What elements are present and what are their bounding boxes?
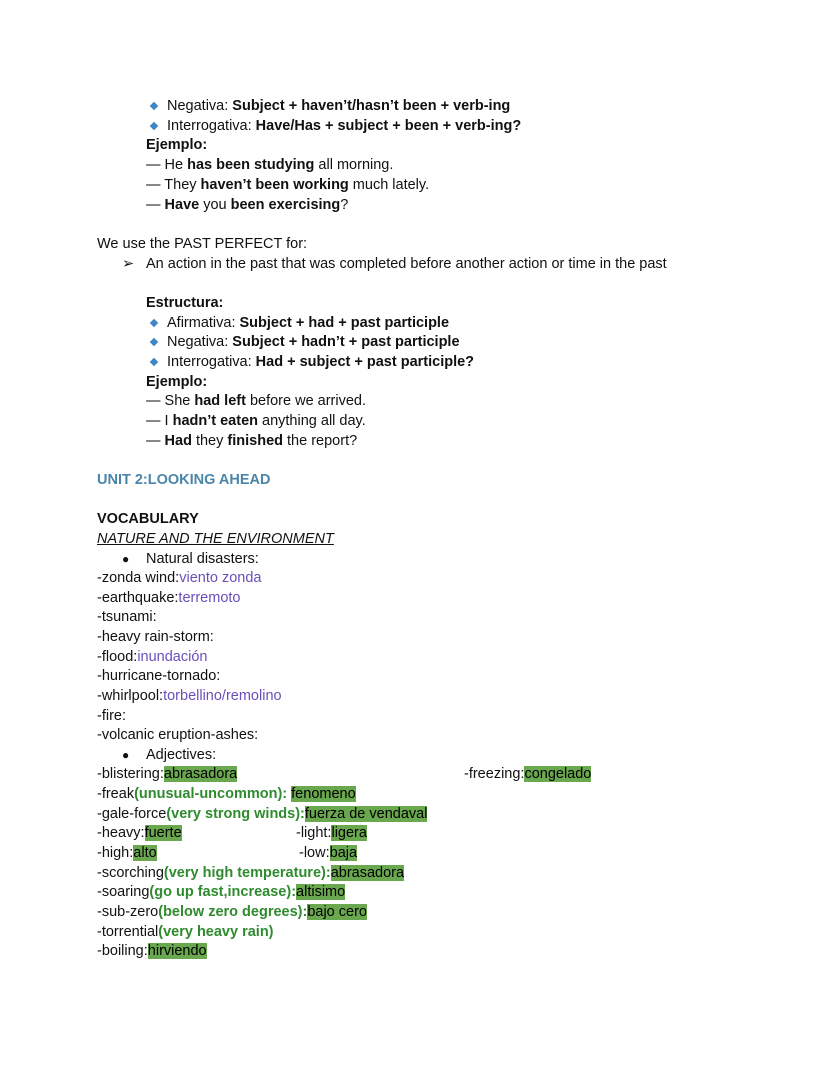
adj-freak: -freak(unusual-uncommon): fenomeno: [97, 786, 356, 802]
adj-blistering: -blistering:abrasadora: [97, 766, 238, 782]
adj-gale-force: -gale-force(very strong winds):fuerza de vendaval: [97, 806, 428, 822]
diamond-bullet-icon: [150, 338, 158, 346]
diamond-bullet-icon: [150, 122, 158, 130]
example-2-pp: — I hadn’t eaten anything all day.: [146, 413, 366, 429]
natural-disasters-label: ● Natural disasters:: [122, 551, 259, 567]
adj-scorching: -scorching(very high temperature):abrasadora: [97, 865, 405, 881]
diamond-bullet-icon: [150, 319, 158, 327]
arrow-bullet-icon: ➢: [122, 256, 135, 272]
vocab-item: -heavy rain-storm:: [97, 629, 214, 645]
afirmativa-rule-pp: Afirmativa: Subject + had + past participle: [151, 313, 449, 333]
interrogativa-rule-pp: Interrogativa: Had + subject + past participle?: [151, 352, 474, 372]
example-3-pp: — Had they finished the report?: [146, 433, 358, 449]
bullet-dot-icon: ●: [122, 748, 130, 762]
vocab-item: -fire:: [97, 708, 126, 724]
adj-sub-zero: -sub-zero(below zero degrees):bajo cero: [97, 904, 367, 920]
adj-light: -light:ligera: [296, 825, 367, 841]
adj-high: -high:alto: [97, 845, 157, 861]
section-heading: NATURE AND THE ENVIRONMENT: [97, 531, 334, 547]
vocab-item: -zonda wind:viento zonda: [97, 570, 262, 586]
diamond-bullet-icon: [150, 358, 158, 366]
vocab-item: -volcanic eruption-ashes:: [97, 727, 259, 743]
adj-freezing: -freezing:congelado: [464, 766, 592, 782]
unit-heading: UNIT 2:LOOKING AHEAD: [97, 472, 271, 488]
adj-boiling: -boiling:hirviendo: [97, 943, 207, 959]
adj-heavy: -heavy:fuerte: [97, 825, 182, 841]
interrogativa-rule-ppc: Interrogativa: Have/Has + subject + been + verb-ing?: [151, 116, 521, 136]
negativa-rule-pp: Negativa: Subject + hadn’t + past participle: [151, 332, 460, 352]
vocab-item: -hurricane-tornado:: [97, 668, 221, 684]
example-1-pp: — She had left before we arrived.: [146, 393, 367, 409]
bullet-dot-icon: ●: [122, 552, 130, 566]
vocab-item: -earthquake:terremoto: [97, 590, 241, 606]
vocabulary-heading: VOCABULARY: [97, 511, 199, 527]
adj-torrential: -torrential(very heavy rain): [97, 924, 274, 940]
example-2-ppc: — They haven’t been working much lately.: [146, 177, 430, 193]
negativa-rule-ppc: Negativa: Subject + haven’t/hasn’t been + verb-ing: [151, 96, 510, 116]
past-perfect-intro: We use the PAST PERFECT for:: [97, 236, 308, 252]
vocab-item: -whirlpool:torbellino/remolino: [97, 688, 282, 704]
vocab-item: -tsunami:: [97, 609, 157, 625]
example-3-ppc: — Have you been exercising?: [146, 197, 349, 213]
example-1-ppc: — He has been studying all morning.: [146, 157, 394, 173]
past-perfect-use: ➢ An action in the past that was completed before another action or time in the past: [122, 256, 667, 272]
adj-soaring: -soaring(go up fast,increase):altisimo: [97, 884, 346, 900]
diamond-bullet-icon: [150, 102, 158, 110]
adj-low: -low:baja: [299, 845, 358, 861]
vocab-item: -flood:inundación: [97, 649, 208, 665]
estructura-label: Estructura:: [146, 295, 224, 311]
ejemplo-label-pp: Ejemplo:: [146, 374, 208, 390]
adjectives-label: ● Adjectives:: [122, 747, 217, 763]
ejemplo-label-ppc: Ejemplo:: [146, 137, 208, 153]
